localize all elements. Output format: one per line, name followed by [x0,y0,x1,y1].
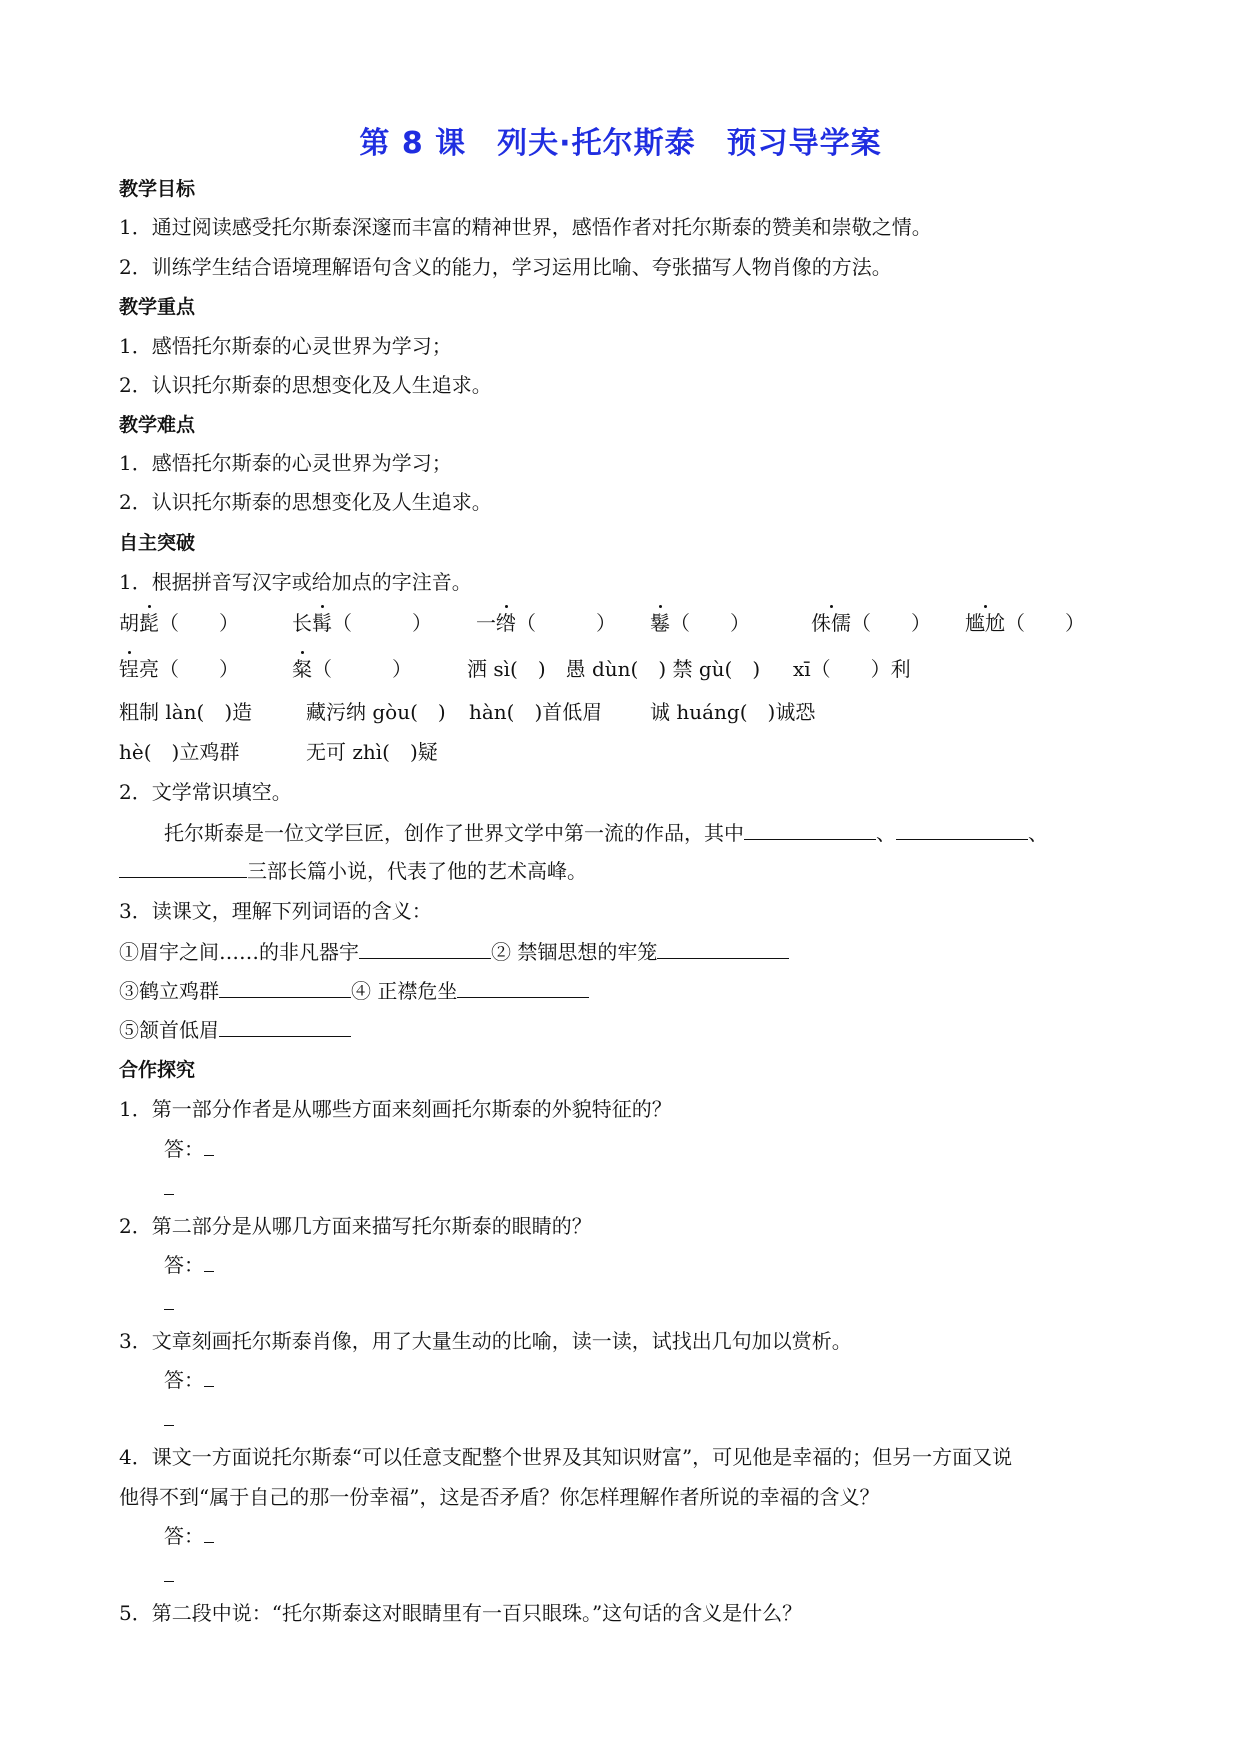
pinyin-item: 一绺（ ） [476,611,616,635]
self-study-heading: 自主突破 [119,532,196,554]
answer-blank[interactable] [164,1176,174,1195]
answer-line-continuation[interactable] [164,1175,174,1201]
explore-question-continuation: 他得不到“属于自己的那一份幸福”，这是否矛盾？你怎样理解作者所说的幸福的含义？ [119,1485,880,1509]
answer-blank[interactable] [219,1016,351,1037]
answer-label: 答： [164,1368,204,1392]
literary-fill-text: 三部长篇小说，代表了他的艺术高峰。 [247,859,587,883]
term-row-3 [119,1016,351,1043]
explore-question: 1．第一部分作者是从哪些方面来刻画托尔斯泰的外貌特征的？ [119,1097,672,1121]
term-label: ①眉宇之间……的非凡器宇 [119,940,359,964]
answer-blank[interactable] [119,857,247,878]
key-point-item: 2．认识托尔斯泰的思想变化及人生追求。 [119,373,492,397]
pinyin-item: 尴尬（ ） [965,611,1085,635]
answer-blank[interactable] [164,1563,174,1582]
answer-line[interactable] [164,1367,214,1393]
term-row-2 [119,977,589,1004]
answer-line-continuation[interactable] [164,1290,174,1316]
pinyin-item: 鬈（ ） [650,611,750,635]
explore-heading: 合作探究 [119,1059,196,1081]
answer-label: 答： [164,1137,204,1161]
pinyin-item: 洒 sì( ) 愚 dùn( ) 禁 gù( ) [467,657,761,681]
pinyin-item: 无可 zhì( )疑 [306,740,438,764]
answer-blank[interactable] [457,977,589,998]
pinyin-item: 藏污纳 gòu( ) [306,700,446,724]
pinyin-item: 粲（ ） [292,657,412,681]
pinyin-row-1 [119,610,1129,638]
difficulty-item: 2．认识托尔斯泰的思想变化及人生追求。 [119,490,492,514]
answer-blank[interactable] [164,1291,174,1310]
answer-blank[interactable] [204,1253,214,1272]
key-point-item: 1．感悟托尔斯泰的心灵世界为学习； [119,334,452,358]
pinyin-item: hè( )立鸡群 [119,740,240,764]
separator: 、 [876,821,896,845]
explore-question: 3．文章刻画托尔斯泰肖像，用了大量生动的比喻，读一读，试找出几句加以赏析。 [119,1329,852,1353]
pinyin-row-4 [119,739,1129,767]
answer-label: 答： [164,1524,204,1548]
term-label: ② 禁锢思想的牢笼 [491,940,658,964]
literary-fill-line-2 [119,857,587,884]
literary-fill-text: 托尔斯泰是一位文学巨匠，创作了世界文学中第一流的作品，其中 [164,821,744,845]
answer-blank[interactable] [204,1524,214,1543]
pinyin-item: 锃亮（ ） [119,657,239,681]
separator: 、 [1028,821,1048,845]
pinyin-row-2 [119,656,1129,684]
answer-blank[interactable] [219,977,351,998]
answer-line-continuation[interactable] [164,1406,174,1432]
answer-blank[interactable] [204,1137,214,1156]
page-title: 第 8 课 列夫·托尔斯泰 预习导学案 [359,126,882,161]
pinyin-item: 诚 huáng( )诚恐 [650,700,816,724]
explore-question: 4．课文一方面说托尔斯泰“可以任意支配整个世界及其知识财富”，可见他是幸福的；但另一方面又说 [119,1445,1013,1469]
term-label: ③鹤立鸡群 [119,979,219,1003]
difficulty-item: 1．感悟托尔斯泰的心灵世界为学习； [119,451,452,475]
pinyin-item: 长髯（ ） [292,611,432,635]
answer-blank[interactable] [657,938,789,959]
explore-question: 5．第二段中说：“托尔斯泰这对眼睛里有一百只眼珠。”这句话的含义是什么？ [119,1601,803,1625]
answer-line[interactable] [164,1252,214,1278]
pinyin-row-3 [119,699,1129,727]
literary-fill-line-1 [164,819,1048,846]
answer-blank[interactable] [359,938,491,959]
term-label: ④ 正襟危坐 [351,979,458,1003]
explore-question: 2．第二部分是从哪几方面来描写托尔斯泰的眼睛的？ [119,1214,592,1238]
term-label: ⑤颔首低眉 [119,1018,219,1042]
answer-line[interactable] [164,1523,214,1549]
pinyin-item: 胡髭（ ） [119,611,239,635]
answer-blank[interactable] [896,819,1028,840]
goal-item: 2．训练学生结合语境理解语句含义的能力，学习运用比喻、夸张描写人物肖像的方法。 [119,255,892,279]
pinyin-item: 侏儒（ ） [811,611,931,635]
answer-blank[interactable] [164,1407,174,1426]
pinyin-item: xī（ ）利 [793,657,911,681]
answer-label: 答： [164,1253,204,1277]
answer-blank[interactable] [744,819,876,840]
pinyin-item: 粗制 làn( )造 [119,700,253,724]
answer-blank[interactable] [204,1368,214,1387]
question-3: 3．读课文，理解下列词语的含义： [119,899,432,923]
question-2: 2．文学常识填空。 [119,780,292,804]
key-points-heading: 教学重点 [119,296,196,318]
goal-item: 1．通过阅读感受托尔斯泰深邃而丰富的精神世界，感悟作者对托尔斯泰的赞美和崇敬之情。 [119,215,932,239]
answer-line-continuation[interactable] [164,1562,174,1588]
answer-line[interactable] [164,1136,214,1162]
pinyin-item: hàn( )首低眉 [469,700,603,724]
question-1: 1．根据拼音写汉字或给加点的字注音。 [119,570,472,594]
difficulties-heading: 教学难点 [119,414,196,436]
term-row-1 [119,938,789,965]
goals-heading: 教学目标 [119,178,196,200]
